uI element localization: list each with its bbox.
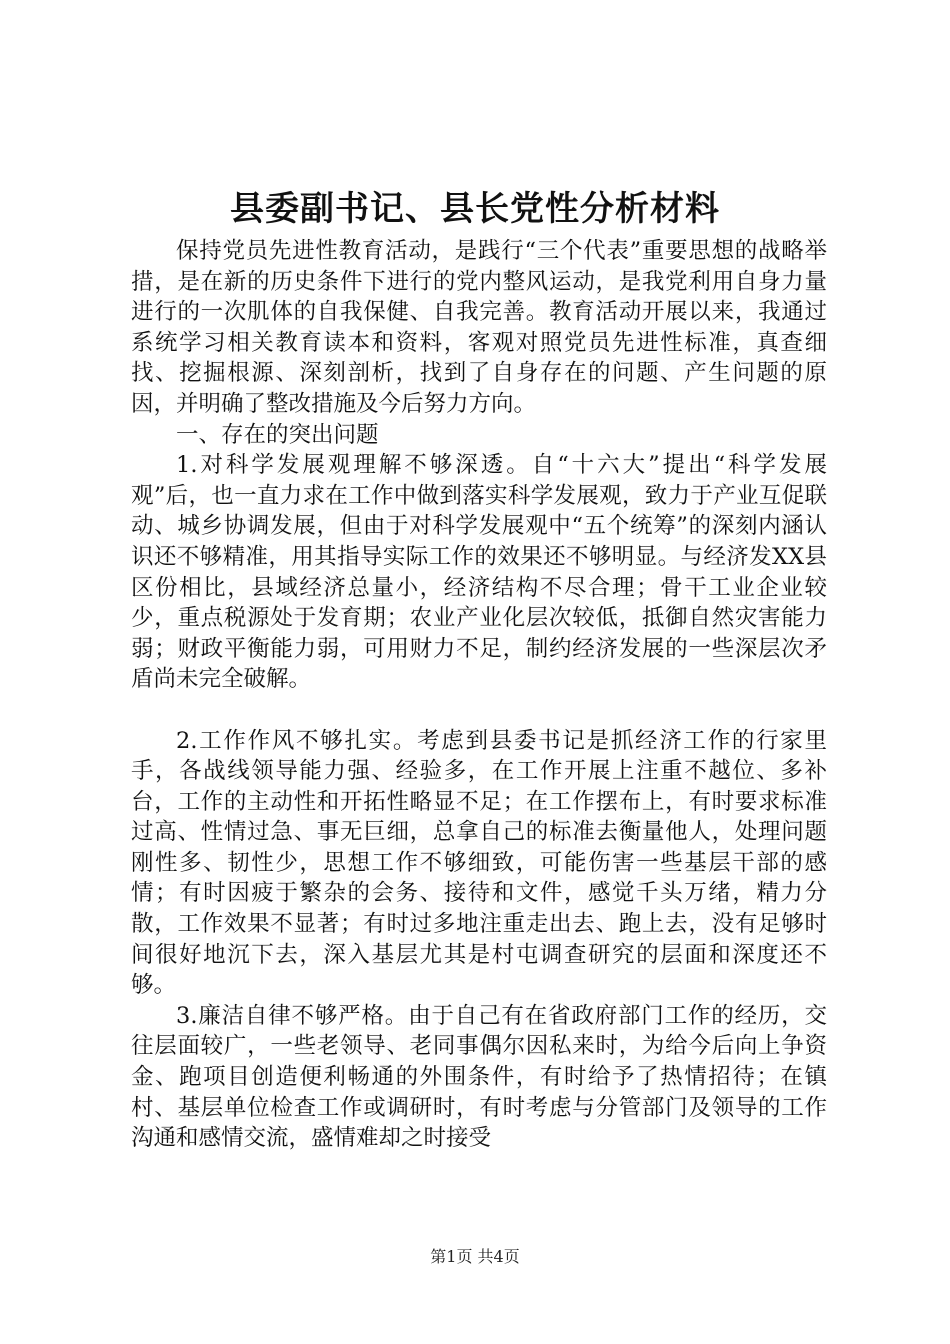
paragraph-spacer [131,695,827,726]
problem-item-3: 3.廉洁自律不够严格。由于自己有在省政府部门工作的经历，交往层面较广，一些老领导、老同事偶尔因私来时，为给今后向上争资金、跑项目创造便利畅通的外围条件，有时给予了热情招待；在镇村、基层单位检查工作或调研时，有时考虑与分管部门及领导的工作沟通和感情交流，盛情难却之时接受 [131,1002,827,1152]
problem-item-2: 2.工作作风不够扎实。考虑到县委书记是抓经济工作的行家里手，各战线领导能力强、经验多，在工作开展上注重不越位、多补台，工作的主动性和开拓性略显不足；在工作摆布上，有时要求标准过高、性情过急、事无巨细，总拿自己的标准去衡量他人，处理问题刚性多、韧性少，思想工作不够细致，可能伤害一些基层干部的感情；有时因疲于繁杂的会务、接待和文件，感觉千头万绪，精力分散，工作效果不显著；有时过多地注重走出去、跑上去，没有足够时间很好地沉下去，深入基层尤其是村屯调查研究的层面和深度还不够。 [131,727,827,999]
document-title: 县委副书记、县长党性分析材料 [230,189,720,229]
document-body [131,236,827,1154]
page-number-footer: 第1页 共4页 [430,1247,520,1266]
section-heading: 一、存在的突出问题 [176,421,379,448]
intro-paragraph: 保持党员先进性教育活动，是践行“三个代表”重要思想的战略举措，是在新的历史条件下进行的党内整风运动，是我党利用自身力量进行的一次肌体的自我保健、自我完善。教育活动开展以来，我通过系统学习相关教育读本和资料，客观对照党员先进性标准，真查细找、挖掘根源、深刻剖析，找到了自身存在的问题、产生问题的原因，并明确了整改措施及今后努力方向。 [131,238,827,417]
problem-item-1: 1.对科学发展观理解不够深透。自“十六大”提出“科学发展观”后，也一直力求在工作中做到落实科学发展观，致力于产业互促联动、城乡协调发展，但由于对科学发展观中“五个统筹”的深刻内涵认识还不够精准，用其指导实际工作的效果还不够明显。与经济发XX县区份相比，县域经济总量小，经济结构不尽合理；骨干工业企业较少，重点税源处于发育期；农业产业化层次较低，抵御自然灾害能力弱；财政平衡能力弱，可用财力不足，制约经济发展的一些深层次矛盾尚未完全破解。 [131,452,827,693]
